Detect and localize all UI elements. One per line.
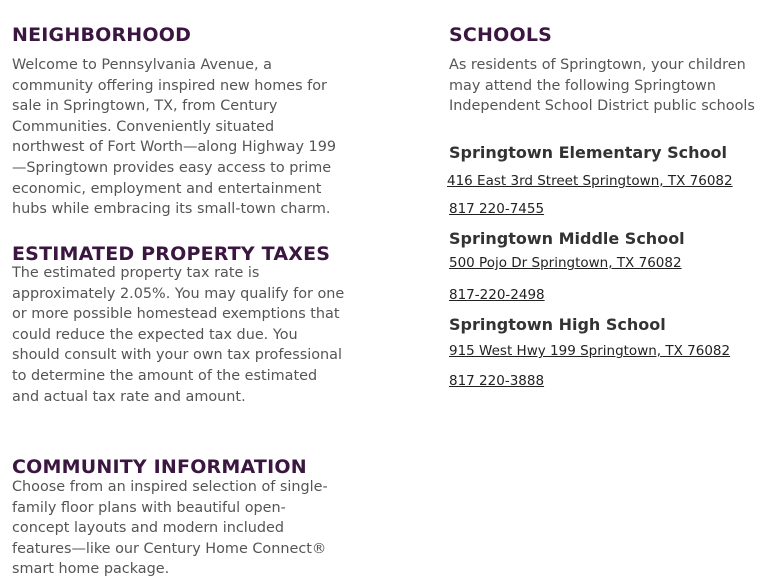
community-heading: COMMUNITY INFORMATION	[12, 456, 307, 478]
school-phone-middle[interactable]: 817-220-2498	[449, 287, 545, 303]
schools-heading: SCHOOLS	[449, 24, 553, 46]
neighborhood-heading: NEIGHBORHOOD	[12, 24, 192, 46]
school-name-elementary: Springtown Elementary School	[449, 143, 727, 162]
school-phone-elementary[interactable]: 817 220-7455	[449, 201, 545, 217]
neighborhood-text: Welcome to Pennsylvania Avenue, a community offering inspired new homes for sale in Springtown, TX, from Century Communities. Conveniently situated northwest of Fort Worth—along Highway 199 —Springtown provides easy access to prime economic, employment and entertainment hubs while embracing its small-town charm.	[12, 57, 337, 218]
school-phone-high[interactable]: 817 220-3888	[449, 373, 545, 389]
taxes-text: The estimated property tax rate is approximately 2.05%. You may qualify for one or more possible homestead exemptions that could reduce the expected tax due. You should consult with your own tax professional to determine the amount of the estimated and actual tax rate and amount.	[12, 265, 345, 405]
school-address-middle[interactable]: 500 Pojo Dr Springtown, TX 76082	[449, 255, 682, 271]
school-address-high[interactable]: 915 West Hwy 199 Springtown, TX 76082	[449, 343, 731, 359]
community-text: Choose from an inspired selection of single- family floor plans with beautiful open- concept layouts and modern included features—like our Century Home Connect® smart home package.	[12, 479, 328, 578]
school-name-high: Springtown High School	[449, 315, 666, 334]
schools-intro: As residents of Springtown, your children may attend the following Springtown Independent School District public schools	[449, 57, 755, 115]
school-name-middle: Springtown Middle School	[449, 229, 685, 248]
school-address-elementary[interactable]: 416 East 3rd Street Springtown, TX 76082	[447, 173, 733, 189]
taxes-heading: ESTIMATED PROPERTY TAXES	[12, 243, 331, 265]
